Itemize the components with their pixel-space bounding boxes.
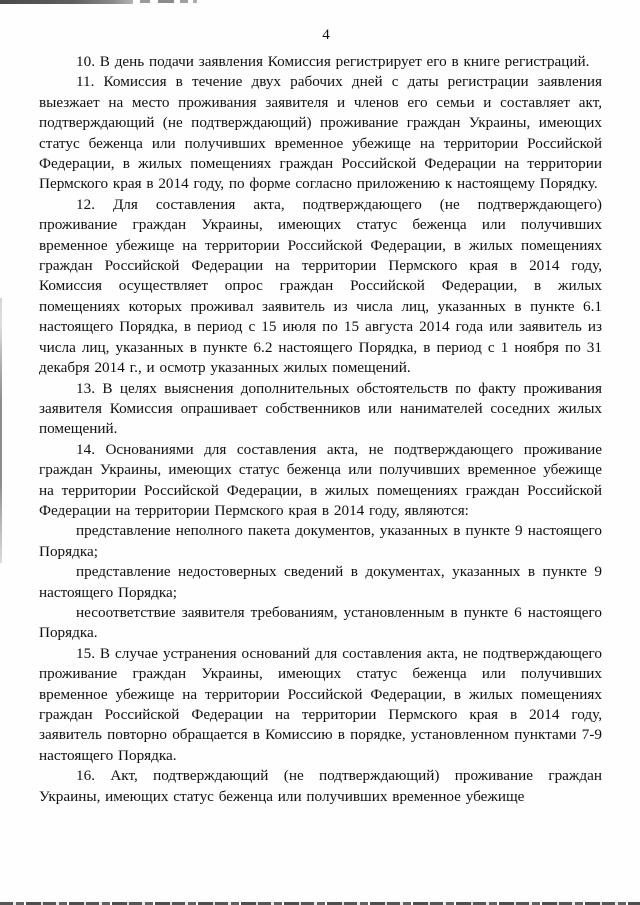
paragraph-12: 12. Для составления акта, подтверждающего (не подтверждающего) проживание граждан Украины, имеющих статус беженца или получивших временное убежище на территории Российской Федерации, в жилых помещениях граждан Российской Федерации на территории Пермского края в 2014 году, Комиссия осуществляет опрос граждан Российской Федерации, в жилых помещениях которых проживал заявитель из числа лиц, указанных в пункте 6.1 настоящего Порядка, в период с 15 июля по 15 августа 2014 года или заявитель из числа лиц, указанных в пункте 6.2 настоящего Порядка, в период с 1 ноября по 31 декабря 2014 г., и осмотр указанных жилых помещений. [39,195,602,377]
paragraph-14-item-3: несоответствие заявителя требованиям, установленным в пункте 6 настоящего Порядка. [39,603,602,642]
paragraph-14: 14. Основаниями для составления акта, не подтверждающего проживание граждан Украины, имеющих статус беженца или получивших временное убежище на территории Российской Федерации, в жилых помещениях граждан Российской Федерации на территории Пермского края в 2014 году, являются: [39,440,602,519]
paragraph-15: 15. В случае устранения оснований для составления акта, не подтверждающего проживание граждан Украины, имеющих статус беженца или получивших временное убежище на территории Российской Федерации, в жилых помещениях граждан Российской Федерации на территории Пермского края в 2014 году, заявитель повторно обращается в Комиссию в порядке, установленном пунктами 7-9 настоящего Порядка. [39,644,602,764]
paragraph-14-item-1: представление неполного пакета документов, указанных в пункте 9 настоящего Порядка; [39,522,602,560]
paragraph-10: 10. В день подачи заявления Комиссия регистрирует его в книге регистраций. [76,53,590,70]
scan-artifact-top-dash [140,0,150,3]
scan-artifact-top [0,0,640,6]
scan-artifact-top-dash [158,0,174,3]
paragraph-14-item-2: представление недостоверных сведений в документах, указанных в пункте 9 настоящего Порядка; [39,563,602,601]
paragraph-16: 16. Акт, подтверждающий (не подтверждающий) проживание граждан Украины, имеющих статус беженца или получивших временное убежище [39,767,602,805]
paragraph-11: 11. Комиссия в течение двух рабочих дней с даты регистрации заявления выезжает на место проживания заявителя и членов его семьи и составляет акт, подтверждающий (не подтверждающий) проживание граждан Украины, имеющих статус беженца или получивших временное убежище на территории Российской Федерации, в жилых помещениях граждан Российской Федерации на территории Пермского края в 2014 году, по форме согласно приложению к настоящему Порядку. [39,73,602,193]
paragraph-13: 13. В целях выяснения дополнительных обстоятельств по факту проживания заявителя Комиссия опрашивает собственников или нанимателей соседних жилых помещений. [39,379,602,438]
scan-artifact-top-dash [180,0,188,3]
scan-artifact-top-bar [0,0,133,4]
document-body [39,52,602,807]
scan-artifact-top-dash [193,0,197,3]
page-number: 4 [322,27,330,43]
scan-artifact-left-edge [0,298,2,563]
